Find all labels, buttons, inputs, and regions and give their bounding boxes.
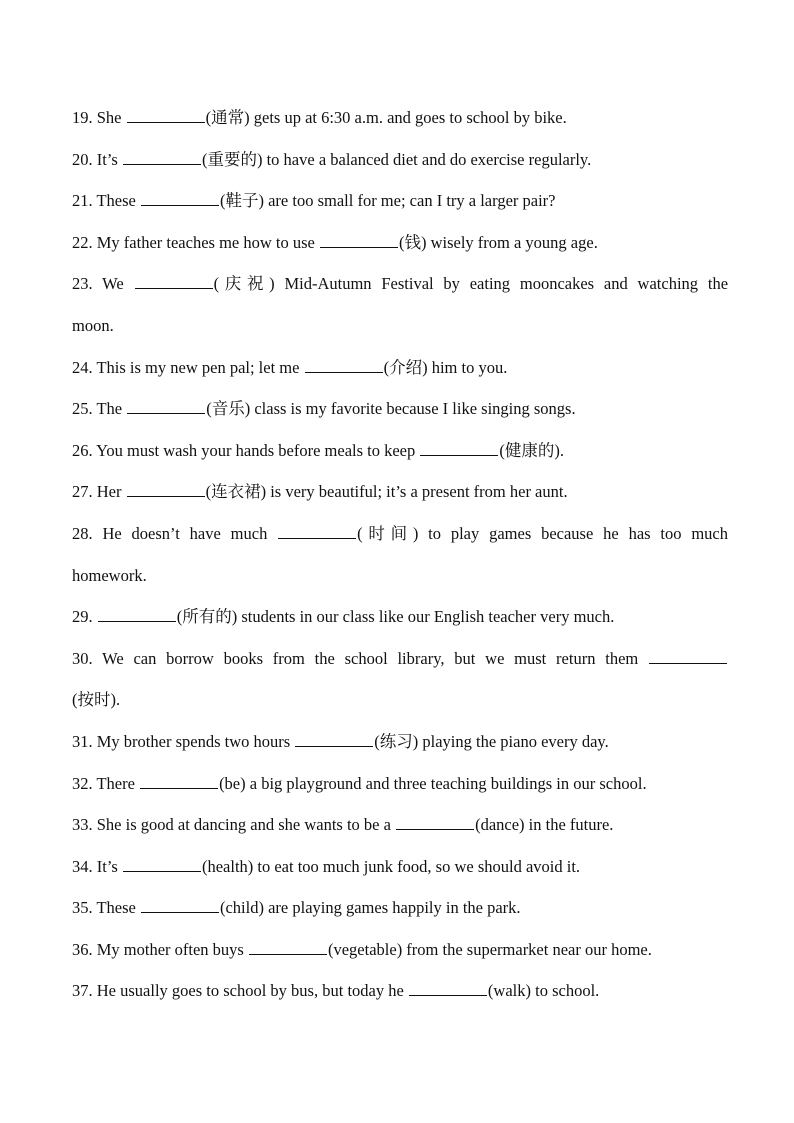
question-text: (所有的) students in our class like our English teacher very much. [176,607,615,627]
question-text: (be) a big playground and three teaching buildings in our school. [219,773,647,793]
answer-blank[interactable] [278,524,356,539]
question-text: (练习) playing the piano every day. [374,731,609,751]
answer-blank[interactable] [127,399,205,414]
question-number: 30. [72,648,93,668]
question-text: It’s [96,149,122,169]
question-text: My brother spends two hours [96,731,295,751]
question-text: She [96,108,126,127]
question-31 [72,724,728,766]
question-23 [72,266,728,308]
question-33 [72,807,728,849]
question-30-continued [72,682,728,724]
question-19 [72,100,728,142]
question-number: 20. [72,149,93,169]
question-text: There [96,773,140,793]
question-number: 24. [72,357,93,377]
question-21 [72,183,728,225]
question-34 [72,849,728,891]
question-27 [72,474,728,516]
question-text: (健康的). [499,440,564,460]
question-number: 29. [72,607,93,627]
question-text: The [96,399,127,419]
question-24 [72,350,728,392]
question-26 [72,433,728,475]
question-30 [72,641,728,683]
question-text: These [96,898,140,918]
question-36 [72,932,728,974]
question-text: Her [96,482,126,502]
question-number: 33. [72,815,93,835]
answer-blank[interactable] [127,108,205,123]
question-number: 25. [72,399,93,419]
question-number: 31. [72,731,93,751]
answer-blank[interactable] [123,150,201,165]
answer-blank[interactable] [141,191,219,206]
question-28-continued [72,558,728,600]
question-number: 32. [72,773,93,793]
question-text: This is my new pen pal; let me [96,357,304,377]
question-text: moon. [72,315,114,335]
question-text: You must wash your hands before meals to keep [96,440,420,460]
question-text: (child) are playing games happily in the park. [219,898,521,918]
question-text: My mother often buys [96,939,248,959]
answer-blank[interactable] [123,857,201,872]
answer-blank[interactable] [135,274,213,289]
question-text: (庆祝) Mid-Autumn Festival by eating mooncakes and watching the [213,274,729,294]
question-29 [72,599,728,641]
question-number: 23. [72,274,93,294]
question-text: (时间) to play games because he has too much [357,523,728,543]
answer-blank[interactable] [140,774,218,789]
question-32 [72,766,728,808]
question-number: 37. [72,981,93,1001]
question-text: These [96,191,140,211]
question-23-continued [72,308,728,350]
question-text: (通常) gets up at 6:30 a.m. and goes to school by bike. [205,108,567,127]
question-text: He usually goes to school by bus, but today he [96,981,408,1001]
answer-blank[interactable] [420,441,498,456]
question-text: It’s [96,856,122,876]
question-number: 28. [72,523,93,543]
question-text: My father teaches me how to use [96,232,319,252]
question-text: She is good at dancing and she wants to be a [96,815,396,835]
answer-blank[interactable] [98,607,176,622]
answer-blank[interactable] [649,649,727,664]
question-number: 21. [72,191,93,211]
question-text: (dance) in the future. [475,815,614,835]
question-text: (连衣裙) is very beautiful; it’s a present from her aunt. [205,482,568,502]
question-text: (音乐) class is my favorite because I like singing songs. [206,399,576,419]
answer-blank[interactable] [141,898,219,913]
answer-blank[interactable] [320,233,398,248]
question-text: (health) to eat too much junk food, so we should avoid it. [201,856,581,876]
question-text: We [102,274,134,294]
question-text: (介绍) him to you. [383,357,508,377]
question-text: (鞋子) are too small for me; can I try a larger pair? [219,191,556,211]
answer-blank[interactable] [305,358,383,373]
question-number: 35. [72,898,93,918]
question-number: 19. [72,108,93,127]
question-text: (walk) to school. [487,981,600,1001]
question-28 [72,516,728,558]
question-text: (重要的) to have a balanced diet and do exercise regularly. [201,149,592,169]
answer-blank[interactable] [249,940,327,955]
question-text: (按时). [72,690,121,710]
question-22 [72,225,728,267]
question-number: 34. [72,856,93,876]
question-20 [72,142,728,184]
question-number: 27. [72,482,93,502]
answer-blank[interactable] [396,815,474,830]
answer-blank[interactable] [409,981,487,996]
question-number: 26. [72,440,93,460]
question-number: 22. [72,232,93,252]
answer-blank[interactable] [127,482,205,497]
question-text: homework. [72,565,147,585]
question-text: We can borrow books from the school library, but we must return them [102,648,649,668]
question-25 [72,391,728,433]
worksheet [72,100,728,1015]
question-37 [72,973,728,1015]
answer-blank[interactable] [295,732,373,747]
question-number: 36. [72,939,93,959]
question-35 [72,890,728,932]
question-text: (钱) wisely from a young age. [398,232,598,252]
question-text: (vegetable) from the supermarket near our home. [327,939,652,959]
question-text: He doesn’t have much [102,523,278,543]
